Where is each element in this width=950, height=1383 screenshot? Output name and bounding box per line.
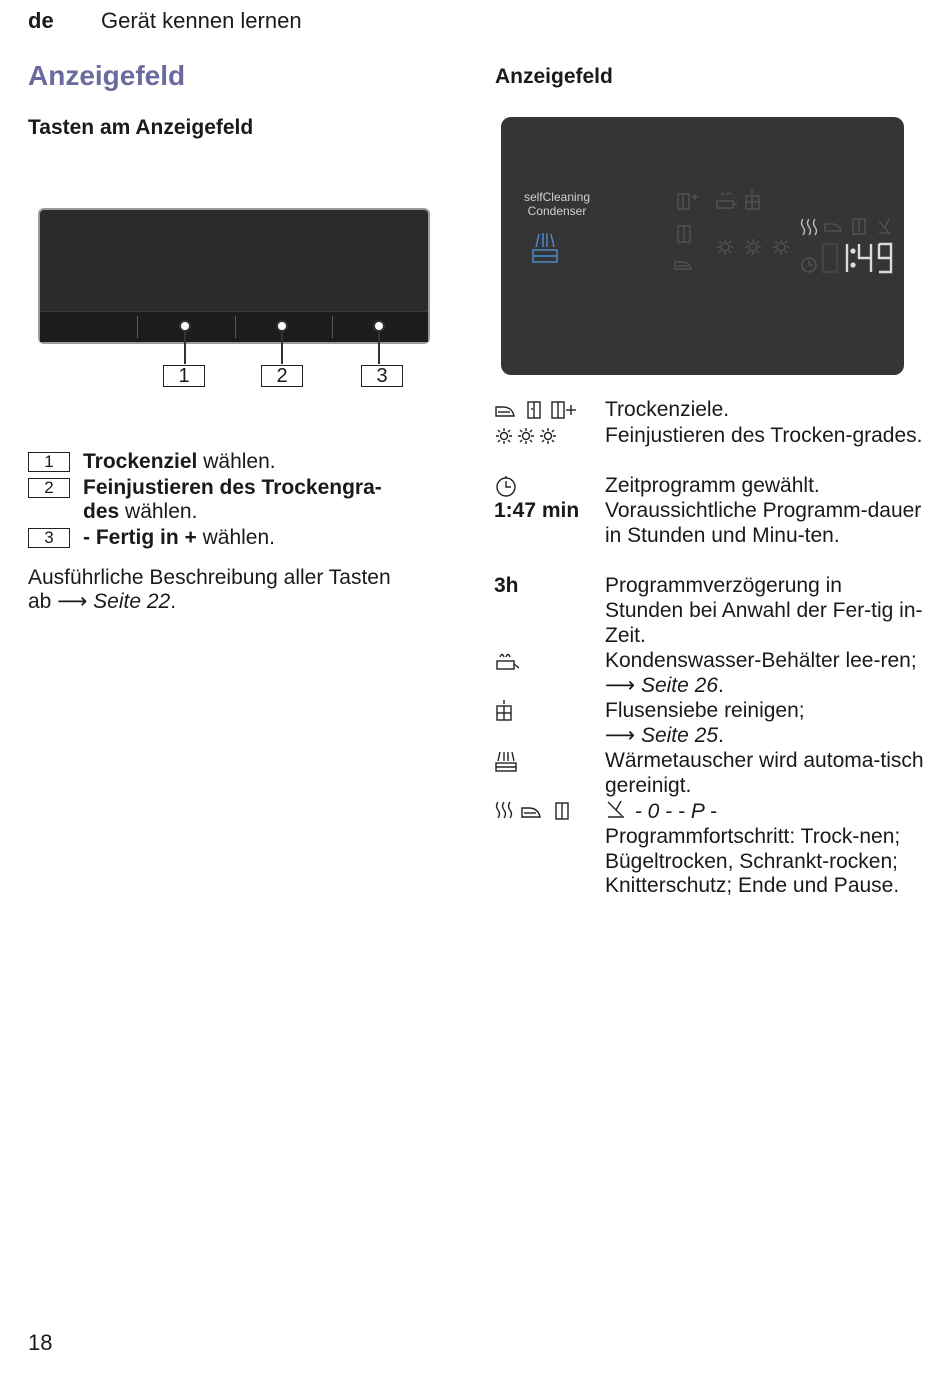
description-paragraph [28, 566, 458, 614]
item-bold: Feinjustieren des Trockengra- [83, 476, 382, 499]
display-subheading: Anzeigefeld [495, 65, 613, 88]
drying-targets-icons [494, 398, 584, 422]
wrinkle-guard-icon [605, 799, 629, 821]
sun-icon [518, 428, 534, 444]
button-1-marker [179, 320, 191, 332]
display-panel-illustration [501, 117, 904, 375]
item-number: 1 [28, 452, 70, 472]
time-digits [823, 244, 891, 272]
legend-symbol [494, 649, 524, 679]
legend-suffix: . [718, 673, 724, 697]
progress-icons [494, 799, 584, 823]
cupboard-icon [556, 803, 568, 819]
callout-line-1 [184, 332, 186, 364]
item-bold: - Fertig in + [83, 526, 197, 549]
item-bold-cont: des [83, 500, 120, 523]
callout-label-2: 2 [261, 365, 303, 387]
callout-label-1: 1 [163, 365, 205, 387]
legend-symbol [494, 699, 524, 729]
iron-icon [825, 224, 841, 231]
callout-label-3: 3 [361, 365, 403, 387]
cupboard-plus-icon [552, 402, 576, 418]
callout-line-2 [281, 332, 283, 364]
button-3-marker [373, 320, 385, 332]
cupboard-icon [678, 226, 690, 242]
description-suffix: . [170, 590, 177, 613]
list-item [83, 526, 423, 550]
page-reference-link[interactable]: Seite 26 [640, 673, 719, 697]
sun-icon [496, 428, 512, 444]
legend-text [605, 799, 925, 899]
description-prefix: ab ⟶ [28, 590, 94, 613]
legend-text: Voraussichtliche Programm-dauer in Stunden und Minu-ten. [605, 499, 922, 547]
legend-text-content: Feinjustieren des Trocken-grades. [605, 424, 923, 447]
callout-line-3 [378, 332, 380, 364]
heat-icon [497, 802, 512, 818]
legend-text: Trockenziele. [605, 398, 730, 421]
legend-symbol-duration: 1:47 min [494, 499, 580, 522]
iron-icon [522, 808, 540, 817]
sun-icon [540, 428, 556, 444]
lint-filter-icon [746, 189, 759, 209]
description-text: Ausführliche Beschreibung aller Tasten [28, 566, 391, 589]
divider [235, 316, 236, 338]
sun-icon [773, 239, 789, 255]
page-number: 18 [28, 1330, 53, 1355]
language-code: de [28, 8, 54, 33]
legend-text: Programmverzögerung in Stunden bei Anwahl der Fer-tig in-Zeit. [605, 574, 923, 647]
legend-symbol [494, 424, 584, 454]
fine-tune-icons [494, 424, 584, 448]
page-reference-link[interactable]: Seite 25 [640, 723, 719, 747]
heat-exchanger-icon [494, 749, 524, 773]
section-title: Gerät kennen lernen [101, 8, 302, 33]
label-line-2: Condenser [527, 204, 587, 218]
progress-symbols: - 0 - - P - [634, 800, 717, 823]
display-icons [501, 117, 904, 375]
cupboard-plus-icon [678, 194, 698, 209]
arrow-prefix: ⟶ [605, 723, 641, 747]
legend-text-content: Kondenswasser-Behälter lee-ren; ⟶ [605, 649, 917, 697]
cupboard-icon [853, 219, 865, 234]
item-rest: wählen. [197, 450, 276, 473]
page-heading: Anzeigefeld [28, 60, 186, 91]
button-panel-illustration [38, 208, 430, 344]
buttons-subheading: Tasten am Anzeigefeld [28, 116, 254, 139]
legend-text [605, 424, 925, 449]
water-tank-icon [717, 193, 737, 208]
item-rest: wählen. [119, 500, 198, 523]
cupboard-icon [528, 402, 540, 418]
legend-text-content: Flusensiebe reinigen; [605, 699, 805, 722]
legend-text: Wärmetauscher wird automa-tisch gereinigt. [605, 749, 924, 797]
wrinkle-guard-icon [879, 219, 891, 233]
item-number: 2 [28, 478, 70, 498]
divider [332, 316, 333, 338]
item-bold: Trockenziel [83, 450, 198, 473]
list-item [83, 476, 423, 524]
label-line-1: selfCleaning [523, 190, 591, 204]
page-reference-link[interactable]: Seite 22 [93, 590, 171, 613]
iron-icon [675, 262, 691, 269]
legend-symbol [494, 749, 524, 779]
heat-icon [802, 219, 817, 235]
legend-symbol [494, 799, 584, 829]
legend-text: Zeitprogramm gewählt. [605, 474, 820, 497]
legend-text [605, 699, 925, 749]
lint-filter-icon [494, 699, 524, 723]
water-tank-icon [494, 649, 524, 673]
legend-text-content: Programmfortschritt: Trock-nen; Bügeltrocken, Schrankt-rocken; Knitterschutz; Ende und Pause. [605, 824, 901, 898]
button-strip [40, 311, 428, 342]
button-2-marker [276, 320, 288, 332]
legend-text [605, 649, 925, 699]
timer-icon [802, 258, 816, 272]
legend-suffix: . [718, 723, 724, 747]
legend-symbol-delay: 3h [494, 574, 519, 597]
heat-exchanger-icon [533, 233, 557, 262]
list-item [83, 450, 423, 474]
sun-icon [745, 239, 761, 255]
sun-icon [717, 239, 733, 255]
divider [137, 316, 138, 338]
iron-icon [496, 407, 514, 416]
item-number: 3 [28, 528, 70, 548]
item-rest: wählen. [196, 526, 275, 549]
timer-icon [494, 474, 524, 498]
